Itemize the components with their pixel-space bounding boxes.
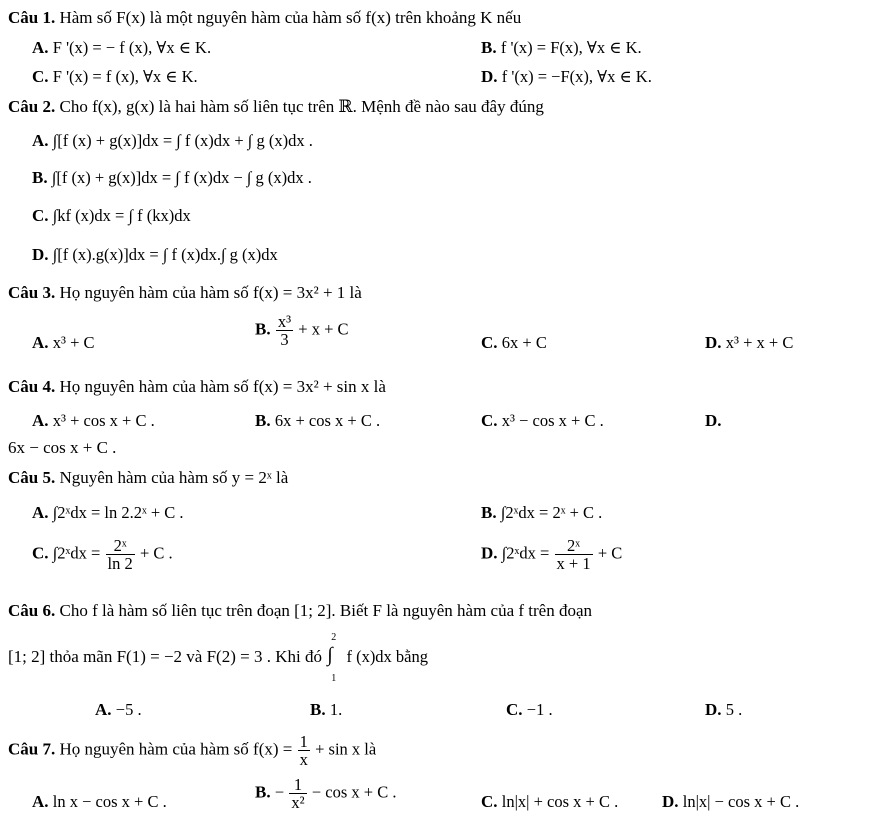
q1-number: Câu 1. <box>8 8 56 27</box>
q6-integral-lower-limit: 1 <box>331 672 337 684</box>
q5-stem: Nguyên hàm của hàm số y = 2ˣ là <box>59 468 289 487</box>
q7-option-a-label: A. <box>32 792 49 811</box>
q5-option-d-numerator: 2ˣ <box>555 537 593 555</box>
q5-option-d-denominator: x + 1 <box>556 554 591 574</box>
q1-option-a-label: A. <box>32 38 49 57</box>
q1-option-a[interactable] <box>32 38 211 58</box>
q1-option-a-text: F '(x) = − f (x), ∀x ∈ K. <box>52 38 212 57</box>
q4-option-a-label: A. <box>32 411 49 430</box>
q2-option-c[interactable] <box>32 206 191 226</box>
q7-option-b-minus: − <box>274 782 285 802</box>
q6-option-b-label: B. <box>310 700 326 719</box>
q4-stem: Họ nguyên hàm của hàm số f(x) = 3x² + sin x là <box>59 377 386 396</box>
q5-option-d-label: D. <box>481 543 498 563</box>
q5-option-c-rest: + C . <box>139 543 173 563</box>
q7-number: Câu 7. <box>8 739 56 759</box>
q3-option-a[interactable] <box>32 333 95 353</box>
q7-stem-fraction <box>298 733 310 769</box>
q3-option-a-label: A. <box>32 333 49 352</box>
q1-option-d[interactable] <box>481 67 652 87</box>
q4-option-a[interactable] <box>32 411 155 431</box>
q7-stem-part-1: Họ nguyên hàm của hàm số f(x) = <box>59 739 293 759</box>
q6-option-c-text: −1 . <box>526 700 553 719</box>
q2-option-c-label: C. <box>32 206 49 225</box>
q4-stem-line <box>8 377 386 397</box>
q5-option-d[interactable] <box>481 537 622 573</box>
q7-option-a[interactable] <box>32 792 167 812</box>
q6-stem-part-3: f (x)dx bằng <box>346 646 429 666</box>
q6-option-c[interactable] <box>506 700 553 720</box>
q2-option-c-text: ∫kf (x)dx = ∫ f (kx)dx <box>52 206 191 225</box>
q1-stem: Hàm số F(x) là một nguyên hàm của hàm số f(x) trên khoảng K nếu <box>59 8 522 27</box>
q5-option-c[interactable] <box>32 537 173 573</box>
q6-stem-line-1 <box>8 601 592 621</box>
q7-option-b[interactable] <box>255 776 396 812</box>
q6-option-a[interactable] <box>95 700 142 720</box>
q3-option-d[interactable] <box>705 333 793 353</box>
q6-option-b-text: 1. <box>329 700 343 719</box>
q6-stem-line-2 <box>8 634 428 682</box>
q3-option-d-label: D. <box>705 333 722 352</box>
q3-option-b-fraction <box>276 313 293 349</box>
q6-option-d[interactable] <box>705 700 742 720</box>
q7-option-b-rest: − cos x + C . <box>311 782 397 802</box>
q6-option-a-text: −5 . <box>115 700 142 719</box>
q1-option-c-label: C. <box>32 67 49 86</box>
q3-stem: Họ nguyên hàm của hàm số f(x) = 3x² + 1 là <box>59 283 362 302</box>
q7-option-d[interactable] <box>662 792 799 812</box>
q6-integral-upper-limit: 2 <box>331 632 337 643</box>
q7-stem-numerator: 1 <box>299 732 308 751</box>
q3-option-c-text: 6x + C <box>501 333 547 352</box>
q3-option-b[interactable] <box>255 313 349 349</box>
q7-stem-denominator: x <box>299 750 308 770</box>
q5-option-c-lhs: ∫2ˣdx = <box>52 543 101 563</box>
q6-number: Câu 6. <box>8 601 56 620</box>
q2-stem: Cho f(x), g(x) là hai hàm số liên tục trên ℝ. Mệnh đề nào sau đây đúng <box>59 97 544 116</box>
q3-option-a-text: x³ + C <box>52 333 95 352</box>
q7-option-b-fraction <box>289 776 306 812</box>
q4-option-b-text: 6x + cos x + C . <box>274 411 381 430</box>
q2-option-b[interactable] <box>32 168 312 188</box>
q4-option-b-label: B. <box>255 411 271 430</box>
q4-option-b[interactable] <box>255 411 380 431</box>
q7-option-b-denominator: x² <box>291 793 305 813</box>
q2-number: Câu 2. <box>8 97 56 116</box>
q3-option-b-numerator: x³ <box>277 312 292 331</box>
q5-option-c-fraction <box>106 537 135 573</box>
q2-option-b-text: ∫[f (x) + g(x)]dx = ∫ f (x)dx − ∫ g (x)dx . <box>51 168 312 187</box>
q5-option-b[interactable] <box>481 503 602 523</box>
q5-option-d-lhs: ∫2ˣdx = <box>501 543 550 563</box>
q5-option-c-label: C. <box>32 543 49 563</box>
q1-option-b-label: B. <box>481 38 497 57</box>
q6-option-b[interactable] <box>310 700 342 720</box>
q4-option-d[interactable] <box>705 411 722 431</box>
q1-option-d-text: f '(x) = −F(x), ∀x ∈ K. <box>501 67 652 86</box>
q6-option-d-label: D. <box>705 700 722 719</box>
q7-stem-line <box>8 733 376 769</box>
q3-option-c[interactable] <box>481 333 547 353</box>
q6-option-d-text: 5 . <box>725 700 743 719</box>
q3-option-d-text: x³ + x + C <box>725 333 794 352</box>
q2-option-d[interactable] <box>32 245 278 265</box>
q6-definite-integral <box>326 634 342 682</box>
q6-stem-part-2: [1; 2] thỏa mãn F(1) = −2 và F(2) = 3 . Khi đó <box>8 646 322 666</box>
q5-option-a[interactable] <box>32 503 184 523</box>
q4-option-d-text: 6x − cos x + C . <box>8 438 117 457</box>
q2-option-b-label: B. <box>32 168 48 187</box>
q7-option-b-label: B. <box>255 782 271 802</box>
q3-number: Câu 3. <box>8 283 56 302</box>
integral-sign-icon: ∫ <box>327 644 333 666</box>
q1-option-c[interactable] <box>32 67 198 87</box>
q1-option-b[interactable] <box>481 38 642 58</box>
q4-option-c-label: C. <box>481 411 498 430</box>
q5-option-d-rest: + C <box>597 543 623 563</box>
q7-option-b-numerator: 1 <box>289 776 306 794</box>
q3-option-b-label: B. <box>255 319 271 339</box>
q1-option-b-text: f '(x) = F(x), ∀x ∈ K. <box>500 38 642 57</box>
q7-option-c-label: C. <box>481 792 498 811</box>
q4-number: Câu 4. <box>8 377 56 396</box>
q5-option-a-label: A. <box>32 503 49 522</box>
q4-option-a-text: x³ + cos x + C . <box>52 411 155 430</box>
q6-option-a-label: A. <box>95 700 112 719</box>
q5-option-d-fraction <box>555 537 593 573</box>
q2-option-d-label: D. <box>32 245 49 264</box>
q1-stem-line <box>8 8 521 28</box>
q4-option-c-text: x³ − cos x + C . <box>501 411 604 430</box>
q7-option-a-text: ln x − cos x + C . <box>52 792 167 811</box>
q2-option-a-text: ∫[f (x) + g(x)]dx = ∫ f (x)dx + ∫ g (x)dx . <box>52 131 313 150</box>
q5-option-a-text: ∫2ˣdx = ln 2.2ˣ + C . <box>52 503 184 522</box>
q3-option-c-label: C. <box>481 333 498 352</box>
q6-option-c-label: C. <box>506 700 523 719</box>
q7-option-d-label: D. <box>662 792 679 811</box>
q1-option-d-label: D. <box>481 67 498 86</box>
q3-option-b-rest: + x + C <box>298 319 349 339</box>
q5-number: Câu 5. <box>8 468 56 487</box>
q5-option-c-denominator: ln 2 <box>107 554 133 574</box>
q2-option-a-label: A. <box>32 131 49 150</box>
q6-stem-part-1: Cho f là hàm số liên tục trên đoạn [1; 2]. Biết F là nguyên hàm của f trên đoạn <box>59 601 593 620</box>
q2-stem-line <box>8 97 544 117</box>
q5-option-c-numerator: 2ˣ <box>106 537 135 555</box>
q7-option-d-text: ln|x| − cos x + C . <box>682 792 800 811</box>
q4-option-c[interactable] <box>481 411 604 431</box>
q5-option-b-text: ∫2ˣdx = 2ˣ + C . <box>500 503 603 522</box>
q4-option-d-label: D. <box>705 411 722 430</box>
q5-option-b-label: B. <box>481 503 497 522</box>
q7-option-c-text: ln|x| + cos x + C . <box>501 792 619 811</box>
q3-stem-line <box>8 283 362 303</box>
q7-stem-part-2: + sin x là <box>315 739 377 759</box>
q3-option-b-denominator: 3 <box>280 330 289 350</box>
q2-option-d-text: ∫[f (x).g(x)]dx = ∫ f (x)dx.∫ g (x)dx <box>52 245 278 264</box>
q1-option-c-text: F '(x) = f (x), ∀x ∈ K. <box>52 67 198 86</box>
q5-stem-line <box>8 468 288 488</box>
q2-option-a[interactable] <box>32 131 313 151</box>
q7-option-c[interactable] <box>481 792 618 812</box>
